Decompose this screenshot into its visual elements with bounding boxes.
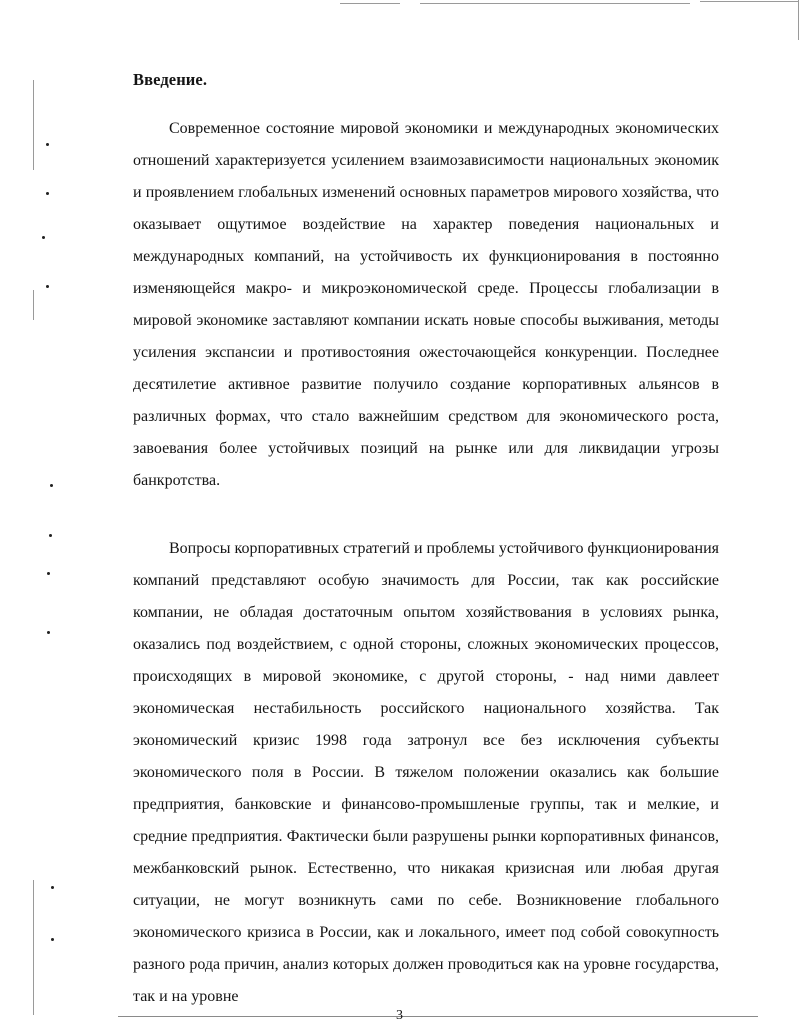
left-scan-edge xyxy=(33,880,34,1015)
top-scan-line xyxy=(420,3,690,4)
top-scan-line xyxy=(340,3,400,4)
paragraph-1: Современное состояние мировой экономики и международных экономических отношений характеризуется усилением взаимозависимости национальных экономик и проявлением глобальных изменений основных параметров мирового хозяйства, что оказывает ощутимое воздействие на характер поведения национальных и международных компаний, на устойчивость их функционирования в постоянно изменяющейся макро- и микроэкономической среде. Процессы глобализации в мировой экономике заставляют компании искать новые способы выживания, методы усиления экспансии и противостояния ожесточающейся конкуренции. Последнее десятилетие активное развитие получило создание корпоративных альянсов в различных формах, что стало важнейшим средством для экономического роста, завоевания более устойчивых позиций на рынке или для ликвидации угрозы банкротства. xyxy=(133,120,719,489)
scan-speck xyxy=(46,192,49,195)
scan-speck xyxy=(46,143,49,146)
top-scan-line xyxy=(700,1,799,2)
page-number: 3 xyxy=(396,1008,403,1023)
scan-speck xyxy=(47,631,50,634)
scan-speck xyxy=(49,534,52,537)
scan-speck xyxy=(51,886,54,889)
scan-speck xyxy=(51,938,54,941)
scan-speck xyxy=(47,572,50,575)
section-heading: Введение. xyxy=(133,70,208,89)
scan-speck xyxy=(42,236,45,239)
left-scan-edge xyxy=(33,290,34,320)
scan-speck xyxy=(50,484,53,487)
scan-speck xyxy=(46,285,49,288)
paragraph-2: Вопросы корпоративных стратегий и проблемы устойчивого функционирования компаний представляют особую значимость для России, так как российские компании, не обладая достаточным опытом хозяйствования в условиях рынка, оказались под воздействием, с одной стороны, сложных экономических процессов, происходящих в мировой экономике, с другой стороны, - над ними давлеет экономическая нестабильность российского национального хозяйства. Так экономический кризис 1998 года затронул все без исключения субъекты экономического поля в России. В тяжелом положении оказались как большие предприятия, банковские и финансово-промышленые группы, так и мелкие, и средние предприятия. Фактически были разрушены рынки корпоративных финансов, межбанковский рынок. Естественно, что никакая кризисная или любая другая ситуации, не могут возникнуть сами по себе. Возникновение глобального экономического кризиса в России, как и локального, имеет под собой совокупность разного рода причин, анализ которых должен проводиться как на уровне государства, так и на уровне xyxy=(133,540,719,1005)
left-scan-edge xyxy=(33,80,34,170)
